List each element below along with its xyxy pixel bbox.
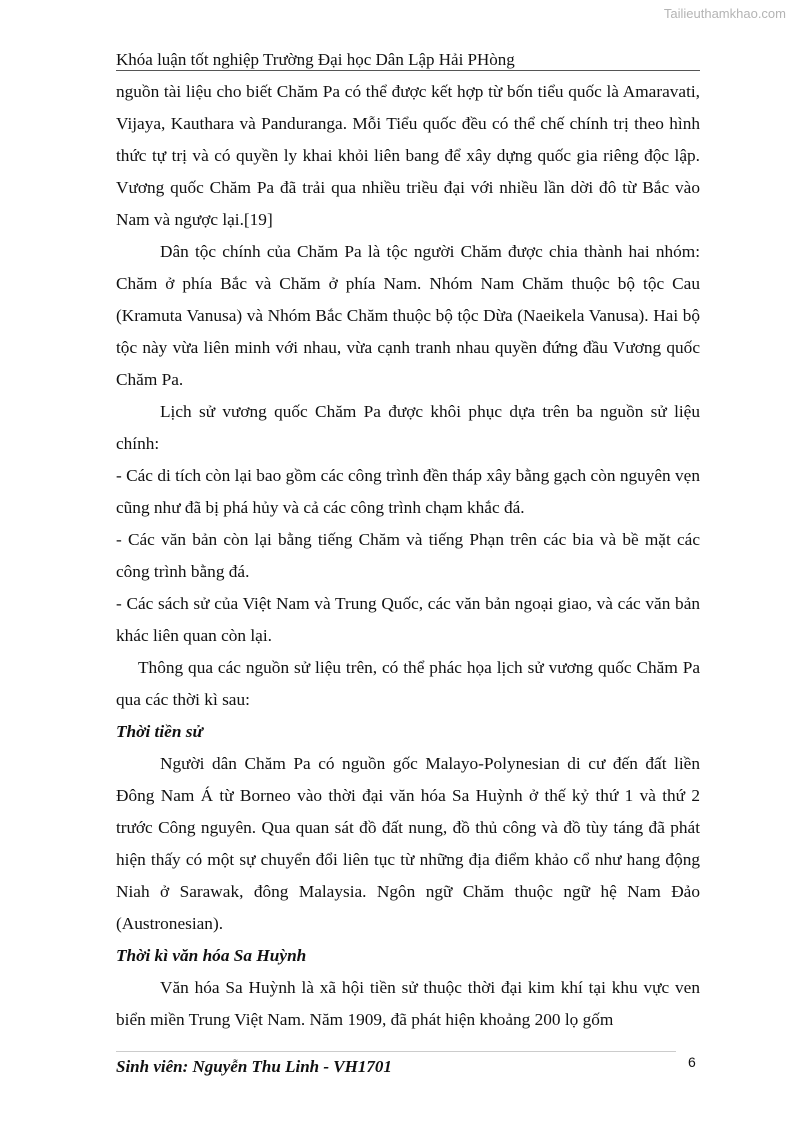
bullet-relics: - Các di tích còn lại bao gồm các công trình đền tháp xây bằng gạch còn nguyên vẹn cũng như đã bị phá hủy và cả các công trình chạm khắc đá.	[116, 466, 700, 517]
footer-divider	[116, 1051, 676, 1052]
header-divider	[116, 70, 700, 71]
paragraph-sources-intro: Lịch sử vương quốc Chăm Pa được khôi phục dựa trên ba nguồn sử liệu chính:	[116, 402, 700, 453]
paragraph-sa-huynh: Văn hóa Sa Huỳnh là xã hội tiền sử thuộc thời đại kim khí tại khu vực ven biển miền Trung Việt Nam. Năm 1909, đã phát hiện khoảng 200 lọ gốm	[116, 978, 700, 1029]
bullet-inscriptions: - Các văn bản còn lại bằng tiếng Chăm và tiếng Phạn trên các bia và bề mặt các công trình bằng đá.	[116, 530, 700, 581]
paragraph-prehistory: Người dân Chăm Pa có nguồn gốc Malayo-Polynesian di cư đến đất liền Đông Nam Á từ Borneo vào thời đại văn hóa Sa Huỳnh ở thế kỷ thứ 1 và thứ 2 trước Công nguyên. Qua quan sát đồ đất nung, đồ thủ công và đồ tùy táng đã phát hiện thấy có một sự chuyển đổi liên tục từ những địa điểm khảo cổ như hang động Niah ở Sarawak, đông Malaysia. Ngôn ngữ Chăm thuộc ngữ hệ Nam Đảo (Austronesian).	[116, 754, 700, 933]
paragraph-ethnic-groups: Dân tộc chính của Chăm Pa là tộc người Chăm được chia thành hai nhóm: Chăm ở phía Bắc và Chăm ở phía Nam. Nhóm Nam Chăm thuộc bộ tộc Cau (Kramuta Vanusa) và Nhóm Bắc Chăm thuộc bộ tộc Dừa (Naeikela Vanusa). Hai bộ tộc này vừa liên minh với nhau, vừa cạnh tranh nhau quyền đứng đầu Vương quốc Chăm Pa.	[116, 242, 700, 389]
page-number: 6	[688, 1054, 696, 1070]
paragraph-continuation: nguồn tài liệu cho biết Chăm Pa có thể được kết hợp từ bốn tiểu quốc là Amaravati, Vijaya, Kauthara và Panduranga. Mỗi Tiểu quốc đều có thể chế chính trị theo hình thức tự trị và có quyền ly khai khỏi liên bang để xây dựng quốc gia riêng độc lập. Vương quốc Chăm Pa đã trải qua nhiều triều đại với nhiều lần dời đô từ Bắc vào Nam và ngược lại.[19]	[116, 82, 700, 229]
footer-student: Sinh viên: Nguyễn Thu Linh - VH1701	[116, 1057, 392, 1076]
document-body	[116, 76, 700, 1036]
bullet-history-books: - Các sách sử của Việt Nam và Trung Quốc, các văn bản ngoại giao, và các văn bản khác liên quan còn lại.	[116, 594, 700, 645]
section-heading-sa-huynh: Thời kì văn hóa Sa Huỳnh	[116, 946, 307, 965]
watermark: Tailieuthamkhao.com	[663, 6, 786, 21]
section-heading-prehistory: Thời tiền sử	[116, 722, 203, 741]
paragraph-periods-intro: Thông qua các nguồn sử liệu trên, có thể phác họa lịch sử vương quốc Chăm Pa qua các thời kì sau:	[116, 658, 700, 709]
page-header: Khóa luận tốt nghiệp Trường Đại học Dân Lập Hải PHòng	[116, 50, 515, 69]
